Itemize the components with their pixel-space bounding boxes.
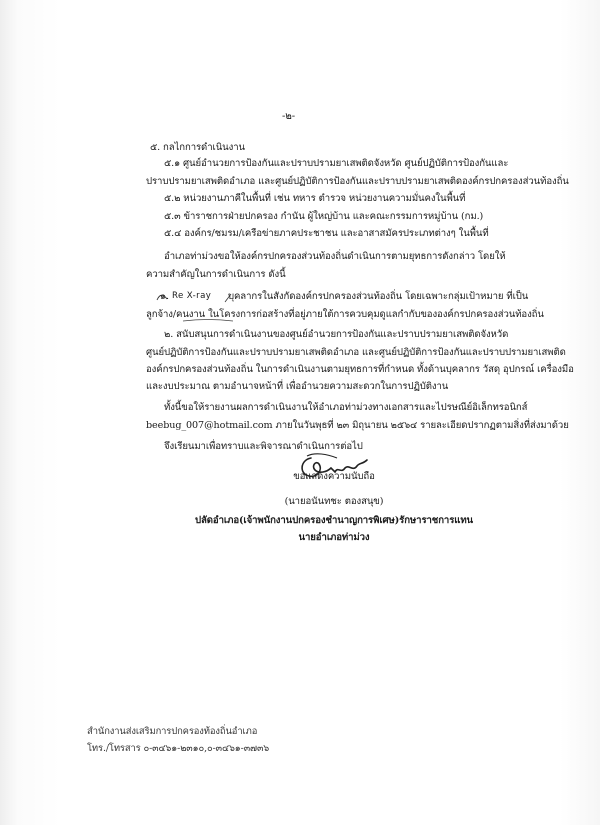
handwritten-insert-mark	[155, 288, 235, 306]
section5-item3: ๕.๓ ข้าราชการฝ่ายปกครอง กำนัน ผู้ใหญ่บ้าน และคณะกรรมการหมู่บ้าน (กม.)	[164, 211, 484, 222]
page-number: -๒-	[282, 111, 296, 122]
salutation: ขอแสดงความนับถือ	[293, 471, 375, 482]
closing-sentence: จึงเรียนมาเพื่อทราบและพิจารณาดำเนินการต่อไป	[164, 441, 363, 452]
request-item2-line2: ศูนย์ปฏิบัติการป้องกันและปราบปรามยาเสพติดอำเภอ และศูนย์ปฏิบัติการป้องกันและปราบปรามยาเสพติด	[146, 347, 566, 358]
request-item2-line3: องค์กรปกครองส่วนท้องถิ่น ในการดำเนินงานตามยุทธการที่กำหนด ทั้งด้านบุคลากร วัสดุ อุปกรณ์ เครื่องมือ	[146, 364, 574, 375]
request-item1-line2: ลูกจ้าง/คนงาน ในโครงการก่อสร้างที่อยู่ภายใต้การควบคุมดูแลกำกับขององค์กรปกครองส่วนท้องถิ่น	[146, 309, 544, 320]
report-line1: ทั้งนี้ขอให้รายงานผลการดำเนินงานให้อำเภอท่าม่วงทางเอกสารและไปรษณีย์อิเล็กทรอนิกส์	[164, 402, 528, 413]
signatory-name: (นายอนันทชะ ตองสนุข)	[284, 496, 384, 507]
handwritten-underline	[182, 318, 234, 324]
section5-item2: ๕.๒ หน่วยงานภาคีในพื้นที่ เช่น ทหาร ตำรวจ หน่วยงานความมั่นคงในพื้นที่	[164, 193, 466, 204]
request-item1-number: ๑.	[160, 291, 169, 302]
request-item2-line1: ๒. สนับสนุนการดำเนินงานของศูนย์อำนวยการป้องกันและปราบปรามยาเสพติดจังหวัด	[164, 329, 509, 340]
section5-item4: ๕.๔ องค์กร/ชมรม/เครือข่ายภาคประชาชน และอาสาสมัครประเภทต่างๆ ในพื้นที่	[164, 228, 489, 239]
report-line2: beebug_007@hotmail.com ภายในวันพุธที่ ๒๓ มิถุนายน ๒๕๖๔ รายละเอียดปรากฏตามสิ่งที่ส่งมาด้วย	[146, 420, 569, 431]
section5-item1-line1: ๕.๑ ศูนย์อำนวยการป้องกันและปราบปรามยาเสพติดจังหวัด ศูนย์ปฏิบัติการป้องกันและ	[164, 158, 509, 169]
request-item1-line1: บุคลากรในสังกัดองค์กรปกครองส่วนท้องถิ่น โดยเฉพาะกลุ่มเป้าหมาย ที่เป็น	[228, 291, 529, 302]
footer-office: สำนักงานส่งเสริมการปกครองท้องถิ่นอำเภอ	[87, 726, 258, 737]
request-line2: ความสำคัญในการดำเนินการ ดังนี้	[146, 269, 286, 280]
footer-phone: โทร./โทรสาร ๐-๓๔๖๑-๒๓๑๐,๐-๓๔๖๑-๓๗๓๖	[87, 743, 270, 754]
request-item2-line4: และงบประมาณ ตามอำนาจหน้าที่ เพื่ออำนวยความสะดวกในการปฏิบัติงาน	[146, 381, 449, 392]
section5-item1-line2: ปราบปรามยาเสพติดอำเภอ และศูนย์ปฏิบัติการป้องกันและปราบปรามยาเสพติดองค์กรปกครองส่วนท้องถิ่น	[146, 176, 569, 187]
section5-heading: ๕. กลไกการดำเนินงาน	[150, 142, 245, 153]
handwritten-signature	[297, 452, 369, 482]
request-line1: อำเภอท่าม่วงขอให้องค์กรปกครองส่วนท้องถิ่นดำเนินการตามยุทธการดังกล่าว โดยให้	[164, 251, 506, 262]
signatory-title: นายอำเภอท่าม่วง	[298, 532, 370, 543]
request-item1-handwritten-insert: Re X-ray	[172, 291, 212, 301]
signatory-position: ปลัดอำเภอ(เจ้าพนักงานปกครองชำนาญการพิเศษ)รักษาราชการแทน	[194, 515, 474, 526]
